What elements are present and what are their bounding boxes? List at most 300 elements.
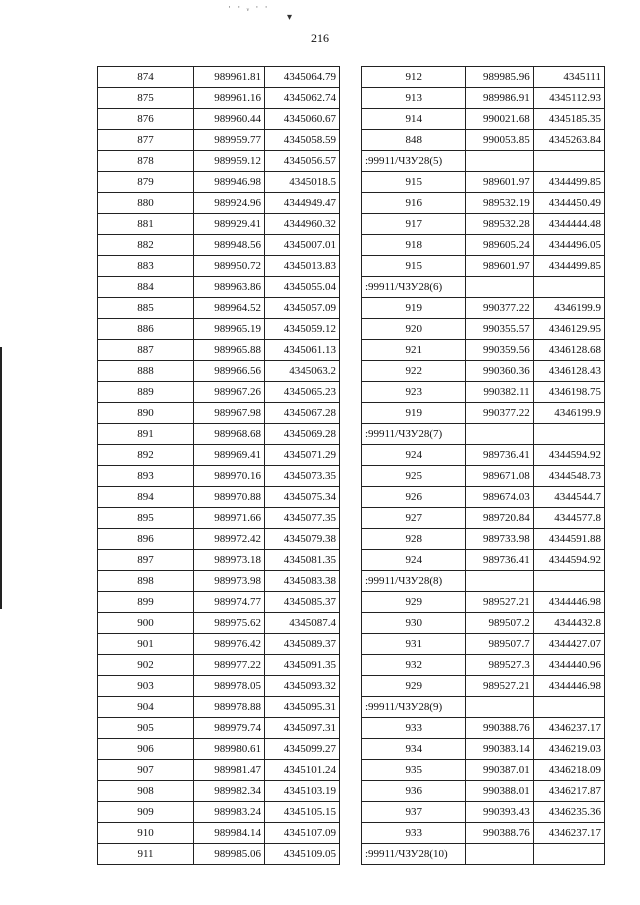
- x-coordinate-cell: 989950.72: [194, 256, 265, 277]
- point-number-cell: 895: [98, 508, 194, 529]
- table-row: [362, 487, 605, 508]
- point-number-cell: 924: [362, 550, 466, 571]
- x-coordinate-cell: 990388.01: [466, 781, 533, 802]
- table-row: [98, 718, 340, 739]
- x-coordinate-cell: 990393.43: [466, 802, 533, 823]
- point-number-cell: 891: [98, 424, 194, 445]
- table-row: [362, 361, 605, 382]
- x-coordinate-cell: 989733.98: [466, 529, 533, 550]
- point-number-cell: 881: [98, 214, 194, 235]
- y-coordinate-cell: [533, 277, 604, 298]
- x-coordinate-cell: 989601.97: [466, 256, 533, 277]
- y-coordinate-cell: [533, 697, 604, 718]
- table-row: [98, 487, 340, 508]
- y-coordinate-cell: 4346128.43: [533, 361, 604, 382]
- y-coordinate-cell: 4344446.98: [533, 676, 604, 697]
- x-coordinate-cell: 989973.98: [194, 571, 265, 592]
- table-row: [362, 529, 605, 550]
- point-number-cell: 887: [98, 340, 194, 361]
- table-row: [362, 613, 605, 634]
- point-number-cell: 880: [98, 193, 194, 214]
- parcel-label-cell: :99911/ЧЗУ28(5): [362, 151, 466, 172]
- y-coordinate-cell: 4345071.29: [265, 445, 340, 466]
- x-coordinate-cell: 989671.08: [466, 466, 533, 487]
- table-row: [98, 550, 340, 571]
- table-row: [98, 739, 340, 760]
- x-coordinate-cell: 989978.88: [194, 697, 265, 718]
- y-coordinate-cell: 4345107.09: [265, 823, 340, 844]
- x-coordinate-cell: 989968.68: [194, 424, 265, 445]
- y-coordinate-cell: 4344949.47: [265, 193, 340, 214]
- x-coordinate-cell: 990382.11: [466, 382, 533, 403]
- y-coordinate-cell: 4345061.13: [265, 340, 340, 361]
- point-number-cell: 889: [98, 382, 194, 403]
- y-coordinate-cell: 4345069.28: [265, 424, 340, 445]
- y-coordinate-cell: 4344432.8: [533, 613, 604, 634]
- point-number-cell: 898: [98, 571, 194, 592]
- point-number-cell: 888: [98, 361, 194, 382]
- point-number-cell: 929: [362, 592, 466, 613]
- point-number-cell: 848: [362, 130, 466, 151]
- point-number-cell: 934: [362, 739, 466, 760]
- y-coordinate-cell: 4345083.38: [265, 571, 340, 592]
- y-coordinate-cell: 4346219.03: [533, 739, 604, 760]
- y-coordinate-cell: 4345089.37: [265, 634, 340, 655]
- point-number-cell: 897: [98, 550, 194, 571]
- point-number-cell: 926: [362, 487, 466, 508]
- y-coordinate-cell: 4345099.27: [265, 739, 340, 760]
- point-number-cell: 922: [362, 361, 466, 382]
- point-number-cell: 915: [362, 256, 466, 277]
- table-row: [98, 403, 340, 424]
- x-coordinate-cell: 989736.41: [466, 445, 533, 466]
- y-coordinate-cell: 4344594.92: [533, 550, 604, 571]
- table-row: [362, 88, 605, 109]
- point-number-cell: 877: [98, 130, 194, 151]
- point-number-cell: 937: [362, 802, 466, 823]
- table-row: [98, 466, 340, 487]
- table-row: [362, 550, 605, 571]
- parcel-label-cell: :99911/ЧЗУ28(7): [362, 424, 466, 445]
- y-coordinate-cell: 4345057.09: [265, 298, 340, 319]
- y-coordinate-cell: 4344499.85: [533, 172, 604, 193]
- table-row: [362, 781, 605, 802]
- table-row: [98, 760, 340, 781]
- point-number-cell: 885: [98, 298, 194, 319]
- point-number-cell: 923: [362, 382, 466, 403]
- y-coordinate-cell: 4345185.35: [533, 109, 604, 130]
- y-coordinate-cell: 4344499.85: [533, 256, 604, 277]
- y-coordinate-cell: 4345065.23: [265, 382, 340, 403]
- point-number-cell: 917: [362, 214, 466, 235]
- x-coordinate-cell: 989963.86: [194, 277, 265, 298]
- x-coordinate-cell: 989974.77: [194, 592, 265, 613]
- x-coordinate-cell: 989975.62: [194, 613, 265, 634]
- point-number-cell: 920: [362, 319, 466, 340]
- x-coordinate-cell: 990377.22: [466, 298, 533, 319]
- x-coordinate-cell: 989736.41: [466, 550, 533, 571]
- point-number-cell: 919: [362, 298, 466, 319]
- x-coordinate-cell: 990021.68: [466, 109, 533, 130]
- y-coordinate-cell: 4346198.75: [533, 382, 604, 403]
- y-coordinate-cell: 4344440.96: [533, 655, 604, 676]
- x-coordinate-cell: [466, 151, 533, 172]
- table-row: [362, 592, 605, 613]
- y-coordinate-cell: 4345091.35: [265, 655, 340, 676]
- point-number-cell: 900: [98, 613, 194, 634]
- x-coordinate-cell: 989983.24: [194, 802, 265, 823]
- point-number-cell: 930: [362, 613, 466, 634]
- table-row: [98, 571, 340, 592]
- y-coordinate-cell: 4344594.92: [533, 445, 604, 466]
- coordinates-table-right: [361, 66, 605, 865]
- point-number-cell: 928: [362, 529, 466, 550]
- x-coordinate-cell: 989985.06: [194, 844, 265, 865]
- table-row: [362, 382, 605, 403]
- x-coordinate-cell: 989929.41: [194, 214, 265, 235]
- scan-edge-bar: [0, 347, 2, 609]
- x-coordinate-cell: 989977.22: [194, 655, 265, 676]
- point-number-cell: 936: [362, 781, 466, 802]
- table-row: [98, 697, 340, 718]
- point-number-cell: 916: [362, 193, 466, 214]
- y-coordinate-cell: 4345263.84: [533, 130, 604, 151]
- point-number-cell: 921: [362, 340, 466, 361]
- x-coordinate-cell: 989970.88: [194, 487, 265, 508]
- table-row: [98, 382, 340, 403]
- point-number-cell: 914: [362, 109, 466, 130]
- point-number-cell: 918: [362, 235, 466, 256]
- x-coordinate-cell: 989960.44: [194, 109, 265, 130]
- x-coordinate-cell: [466, 571, 533, 592]
- table-row: [362, 445, 605, 466]
- table-row: [362, 109, 605, 130]
- point-number-cell: 935: [362, 760, 466, 781]
- point-number-cell: 908: [98, 781, 194, 802]
- point-number-cell: 919: [362, 403, 466, 424]
- y-coordinate-cell: 4345007.01: [265, 235, 340, 256]
- x-coordinate-cell: 989959.77: [194, 130, 265, 151]
- point-number-cell: 927: [362, 508, 466, 529]
- x-coordinate-cell: 989972.42: [194, 529, 265, 550]
- x-coordinate-cell: 990387.01: [466, 760, 533, 781]
- y-coordinate-cell: 4345077.35: [265, 508, 340, 529]
- y-coordinate-cell: 4345105.15: [265, 802, 340, 823]
- x-coordinate-cell: 989986.91: [466, 88, 533, 109]
- y-coordinate-cell: 4344548.73: [533, 466, 604, 487]
- point-number-cell: 886: [98, 319, 194, 340]
- table-row: [98, 592, 340, 613]
- table-row: [362, 319, 605, 340]
- x-coordinate-cell: 989674.03: [466, 487, 533, 508]
- point-number-cell: 890: [98, 403, 194, 424]
- y-coordinate-cell: 4345059.12: [265, 319, 340, 340]
- y-coordinate-cell: 4345103.19: [265, 781, 340, 802]
- parcel-label-cell: :99911/ЧЗУ28(6): [362, 277, 466, 298]
- table-row: [362, 130, 605, 151]
- table-row: [98, 130, 340, 151]
- point-number-cell: 931: [362, 634, 466, 655]
- x-coordinate-cell: 989978.05: [194, 676, 265, 697]
- y-coordinate-cell: 4345056.57: [265, 151, 340, 172]
- point-number-cell: 882: [98, 235, 194, 256]
- x-coordinate-cell: 989973.18: [194, 550, 265, 571]
- point-number-cell: 907: [98, 760, 194, 781]
- table-row: [362, 403, 605, 424]
- y-coordinate-cell: 4345081.35: [265, 550, 340, 571]
- x-coordinate-cell: 990388.76: [466, 718, 533, 739]
- y-coordinate-cell: 4345093.32: [265, 676, 340, 697]
- x-coordinate-cell: 990355.57: [466, 319, 533, 340]
- y-coordinate-cell: 4345063.2: [265, 361, 340, 382]
- y-coordinate-cell: 4346128.68: [533, 340, 604, 361]
- table-row: [98, 844, 340, 865]
- x-coordinate-cell: 989965.88: [194, 340, 265, 361]
- table-row: [98, 235, 340, 256]
- table-row: [362, 277, 605, 298]
- table-row: [98, 634, 340, 655]
- table-row: [362, 214, 605, 235]
- point-number-cell: 905: [98, 718, 194, 739]
- point-number-cell: 879: [98, 172, 194, 193]
- table-row: [98, 151, 340, 172]
- point-number-cell: 899: [98, 592, 194, 613]
- y-coordinate-cell: 4346218.09: [533, 760, 604, 781]
- table-row: [98, 67, 340, 88]
- y-coordinate-cell: 4346235.36: [533, 802, 604, 823]
- x-coordinate-cell: 989961.81: [194, 67, 265, 88]
- y-coordinate-cell: 4345112.93: [533, 88, 604, 109]
- y-coordinate-cell: 4345085.37: [265, 592, 340, 613]
- x-coordinate-cell: 989532.28: [466, 214, 533, 235]
- point-number-cell: 932: [362, 655, 466, 676]
- point-number-cell: 906: [98, 739, 194, 760]
- x-coordinate-cell: 989980.61: [194, 739, 265, 760]
- table-row: [362, 340, 605, 361]
- y-coordinate-cell: 4345013.83: [265, 256, 340, 277]
- table-row: [98, 109, 340, 130]
- point-number-cell: 894: [98, 487, 194, 508]
- x-coordinate-cell: 990359.56: [466, 340, 533, 361]
- scan-artifact: · · ᵥ · ·: [228, 2, 270, 12]
- y-coordinate-cell: 4346237.17: [533, 718, 604, 739]
- table-row: [362, 193, 605, 214]
- y-coordinate-cell: 4345087.4: [265, 613, 340, 634]
- x-coordinate-cell: 989979.74: [194, 718, 265, 739]
- table-row: [362, 655, 605, 676]
- x-coordinate-cell: 989970.16: [194, 466, 265, 487]
- table-row: [98, 445, 340, 466]
- table-row: [362, 424, 605, 445]
- table-row: [362, 466, 605, 487]
- table-row: [362, 802, 605, 823]
- table-row: [98, 529, 340, 550]
- x-coordinate-cell: 990360.36: [466, 361, 533, 382]
- table-row: [362, 172, 605, 193]
- y-coordinate-cell: 4346237.17: [533, 823, 604, 844]
- point-number-cell: 878: [98, 151, 194, 172]
- point-number-cell: 892: [98, 445, 194, 466]
- y-coordinate-cell: 4345101.24: [265, 760, 340, 781]
- y-coordinate-cell: 4345060.67: [265, 109, 340, 130]
- table-row: [98, 655, 340, 676]
- table-row: [362, 67, 605, 88]
- point-number-cell: 901: [98, 634, 194, 655]
- x-coordinate-cell: 989601.97: [466, 172, 533, 193]
- table-row: [98, 319, 340, 340]
- x-coordinate-cell: 990053.85: [466, 130, 533, 151]
- table-row: [362, 571, 605, 592]
- y-coordinate-cell: [533, 844, 604, 865]
- y-coordinate-cell: 4345067.28: [265, 403, 340, 424]
- y-coordinate-cell: [533, 151, 604, 172]
- table-row: [98, 256, 340, 277]
- point-number-cell: 896: [98, 529, 194, 550]
- y-coordinate-cell: 4345111: [533, 67, 604, 88]
- table-row: [362, 151, 605, 172]
- x-coordinate-cell: 989605.24: [466, 235, 533, 256]
- point-number-cell: 902: [98, 655, 194, 676]
- x-coordinate-cell: 989959.12: [194, 151, 265, 172]
- table-row: [362, 760, 605, 781]
- table-row: [362, 256, 605, 277]
- y-coordinate-cell: 4345055.04: [265, 277, 340, 298]
- point-number-cell: 912: [362, 67, 466, 88]
- x-coordinate-cell: 989966.56: [194, 361, 265, 382]
- scan-artifact-mark: ▾: [287, 12, 293, 23]
- point-number-cell: 884: [98, 277, 194, 298]
- x-coordinate-cell: [466, 424, 533, 445]
- point-number-cell: 909: [98, 802, 194, 823]
- x-coordinate-cell: 990388.76: [466, 823, 533, 844]
- point-number-cell: 903: [98, 676, 194, 697]
- x-coordinate-cell: 990383.14: [466, 739, 533, 760]
- table-row: [98, 802, 340, 823]
- y-coordinate-cell: 4345079.38: [265, 529, 340, 550]
- x-coordinate-cell: [466, 277, 533, 298]
- y-coordinate-cell: 4345073.35: [265, 466, 340, 487]
- x-coordinate-cell: 990377.22: [466, 403, 533, 424]
- table-row: [362, 235, 605, 256]
- y-coordinate-cell: 4345058.59: [265, 130, 340, 151]
- table-row: [98, 298, 340, 319]
- y-coordinate-cell: 4344450.49: [533, 193, 604, 214]
- point-number-cell: 904: [98, 697, 194, 718]
- y-coordinate-cell: 4345095.31: [265, 697, 340, 718]
- x-coordinate-cell: 989984.14: [194, 823, 265, 844]
- point-number-cell: 915: [362, 172, 466, 193]
- table-row: [98, 88, 340, 109]
- y-coordinate-cell: 4344544.7: [533, 487, 604, 508]
- table-row: [98, 193, 340, 214]
- table-row: [98, 508, 340, 529]
- x-coordinate-cell: 989527.3: [466, 655, 533, 676]
- table-row: [362, 844, 605, 865]
- y-coordinate-cell: 4346129.95: [533, 319, 604, 340]
- table-row: [98, 172, 340, 193]
- page-number: 216: [311, 31, 329, 45]
- point-number-cell: 910: [98, 823, 194, 844]
- point-number-cell: 876: [98, 109, 194, 130]
- y-coordinate-cell: 4344444.48: [533, 214, 604, 235]
- point-number-cell: 874: [98, 67, 194, 88]
- table-row: [98, 277, 340, 298]
- table-row: [98, 340, 340, 361]
- y-coordinate-cell: 4345064.79: [265, 67, 340, 88]
- point-number-cell: 933: [362, 823, 466, 844]
- x-coordinate-cell: [466, 844, 533, 865]
- table-row: [98, 676, 340, 697]
- x-coordinate-cell: 989946.98: [194, 172, 265, 193]
- y-coordinate-cell: 4346217.87: [533, 781, 604, 802]
- x-coordinate-cell: 989969.41: [194, 445, 265, 466]
- x-coordinate-cell: 989982.34: [194, 781, 265, 802]
- x-coordinate-cell: 989964.52: [194, 298, 265, 319]
- table-row: [98, 781, 340, 802]
- point-number-cell: 913: [362, 88, 466, 109]
- y-coordinate-cell: 4346199.9: [533, 403, 604, 424]
- x-coordinate-cell: 989961.16: [194, 88, 265, 109]
- table-row: [98, 424, 340, 445]
- point-number-cell: 924: [362, 445, 466, 466]
- x-coordinate-cell: 989507.2: [466, 613, 533, 634]
- y-coordinate-cell: [533, 424, 604, 445]
- point-number-cell: 893: [98, 466, 194, 487]
- y-coordinate-cell: 4346199.9: [533, 298, 604, 319]
- x-coordinate-cell: 989967.98: [194, 403, 265, 424]
- y-coordinate-cell: 4345062.74: [265, 88, 340, 109]
- y-coordinate-cell: 4345109.05: [265, 844, 340, 865]
- table-row: [98, 214, 340, 235]
- x-coordinate-cell: 989976.42: [194, 634, 265, 655]
- point-number-cell: 875: [98, 88, 194, 109]
- y-coordinate-cell: 4345075.34: [265, 487, 340, 508]
- table-row: [362, 634, 605, 655]
- y-coordinate-cell: 4345097.31: [265, 718, 340, 739]
- table-row: [362, 697, 605, 718]
- table-row: [98, 361, 340, 382]
- x-coordinate-cell: 989965.19: [194, 319, 265, 340]
- x-coordinate-cell: 989527.21: [466, 592, 533, 613]
- x-coordinate-cell: 989971.66: [194, 508, 265, 529]
- point-number-cell: 933: [362, 718, 466, 739]
- point-number-cell: 929: [362, 676, 466, 697]
- parcel-label-cell: :99911/ЧЗУ28(10): [362, 844, 466, 865]
- y-coordinate-cell: [533, 571, 604, 592]
- table-row: [362, 676, 605, 697]
- y-coordinate-cell: 4345018.5: [265, 172, 340, 193]
- table-row: [98, 823, 340, 844]
- table-row: [362, 718, 605, 739]
- table-row: [362, 823, 605, 844]
- x-coordinate-cell: 989527.21: [466, 676, 533, 697]
- x-coordinate-cell: 989985.96: [466, 67, 533, 88]
- parcel-label-cell: :99911/ЧЗУ28(8): [362, 571, 466, 592]
- x-coordinate-cell: 989981.47: [194, 760, 265, 781]
- y-coordinate-cell: 4344496.05: [533, 235, 604, 256]
- point-number-cell: 911: [98, 844, 194, 865]
- y-coordinate-cell: 4344446.98: [533, 592, 604, 613]
- point-number-cell: 925: [362, 466, 466, 487]
- table-row: [362, 298, 605, 319]
- x-coordinate-cell: 989948.56: [194, 235, 265, 256]
- table-row: [362, 739, 605, 760]
- x-coordinate-cell: 989507.7: [466, 634, 533, 655]
- parcel-label-cell: :99911/ЧЗУ28(9): [362, 697, 466, 718]
- x-coordinate-cell: 989924.96: [194, 193, 265, 214]
- coordinates-table-left: [97, 66, 340, 865]
- y-coordinate-cell: 4344960.32: [265, 214, 340, 235]
